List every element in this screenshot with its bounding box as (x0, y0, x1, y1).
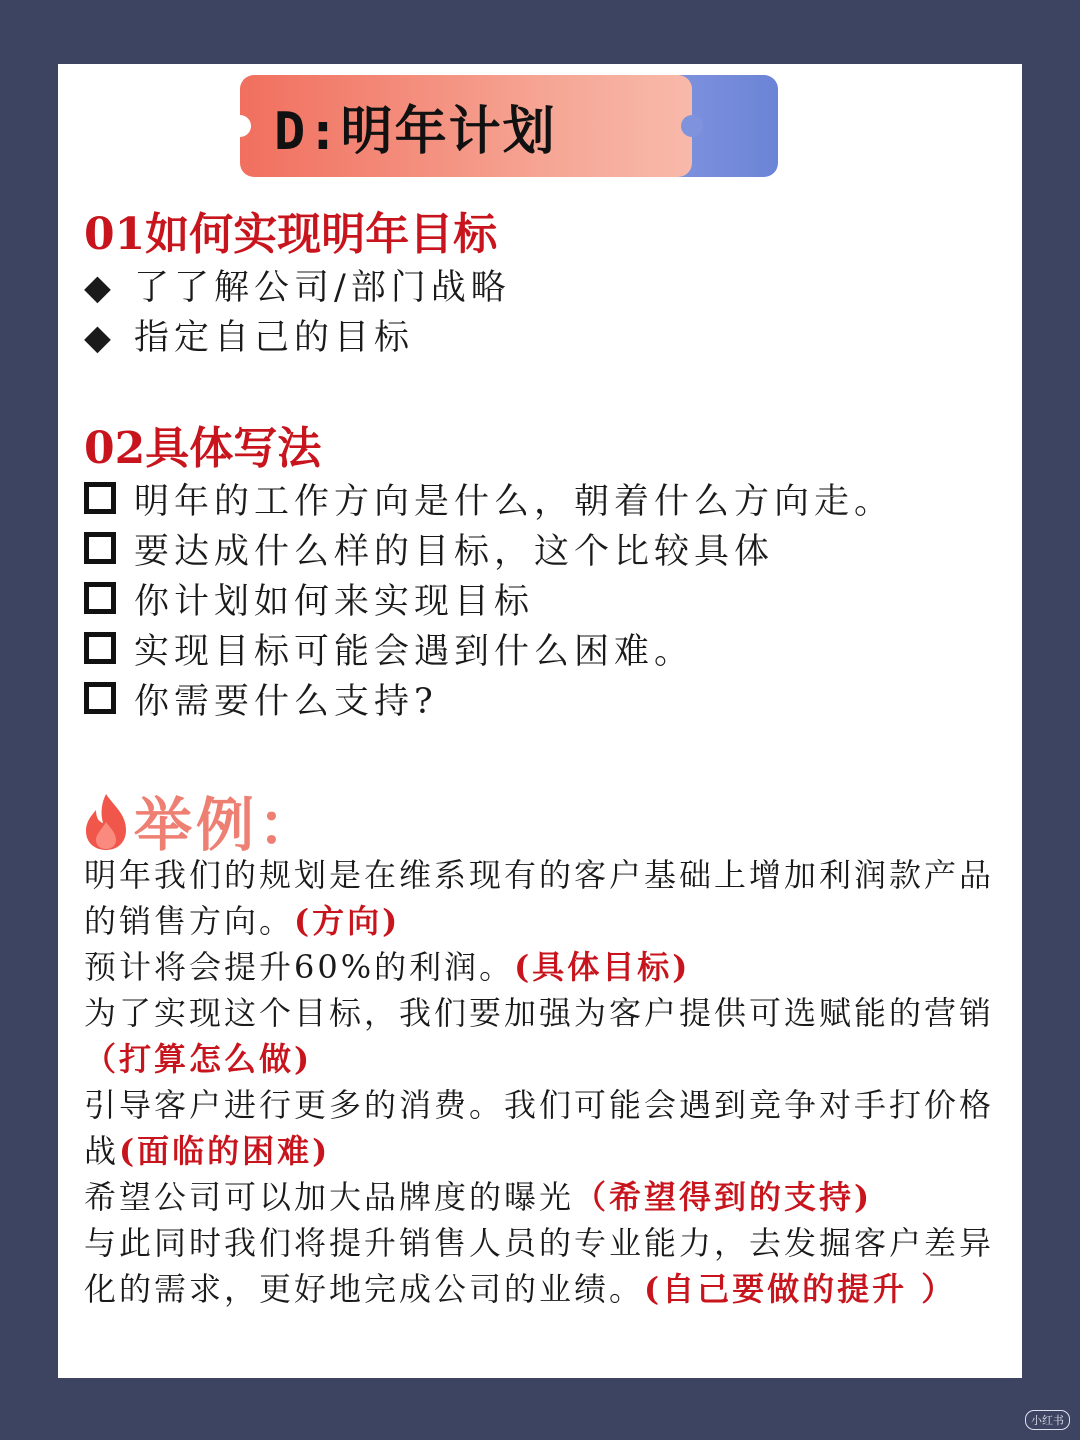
example-paragraph: 为了实现这个目标，我们要加强为客户提供可选赋能的营销（打算怎么做) (84, 994, 995, 1078)
section1-item: ◆ 了了解公司/部门战略 (84, 268, 511, 308)
section2-item: 要达成什么样的目标，这个比较具体 (84, 524, 774, 574)
checkbox-icon (84, 632, 116, 664)
ticket-notch-right (681, 115, 703, 137)
section2-item: 你需要什么支持? (84, 674, 438, 724)
banner-ticket (240, 75, 692, 177)
example-paragraph: 预计将会提升60%的利润。(具体目标) (84, 948, 691, 986)
example-paragraph: 与此同时我们将提升销售人员的专业能力，去发掘客户差异化的需求，更好地完成公司的业绩。(自己要做的提升 ） (84, 1224, 995, 1308)
page-title: D:明年计划 (274, 102, 557, 162)
annotation-tag: (自己要做的提升 ） (644, 1270, 957, 1308)
section2-item: 你计划如何来实现目标 (84, 574, 534, 624)
content-card (58, 64, 1022, 1378)
section2-heading: 02具体写法 (84, 423, 322, 474)
section1-item: ◆ 指定自己的目标 (84, 318, 415, 358)
example-paragraph: 明年我们的规划是在维系现有的客户基础上增加利润款产品的销售方向。(方向) (84, 856, 995, 940)
annotation-tag: (具体目标) (514, 948, 691, 986)
example-paragraph: 希望公司可以加大品牌度的曝光（希望得到的支持) (84, 1178, 873, 1216)
diamond-bullet-icon: ◆ (84, 318, 116, 358)
checkbox-icon (84, 482, 116, 514)
checkbox-icon (84, 532, 116, 564)
annotation-tag: （打算怎么做) (84, 1040, 313, 1078)
checkbox-icon (84, 682, 116, 714)
section2-item: 实现目标可能会遇到什么困难。 (84, 624, 694, 674)
annotation-tag: (面临的困难) (119, 1132, 331, 1170)
annotation-tag: (方向) (294, 902, 401, 940)
diamond-bullet-icon: ◆ (84, 268, 116, 308)
fire-icon (84, 792, 128, 852)
ticket-notch-left (229, 115, 251, 137)
checkbox-icon (84, 582, 116, 614)
section2-item: 明年的工作方向是什么，朝着什么方向走。 (84, 474, 894, 524)
example-title: 举例： (134, 791, 321, 859)
watermark-logo: 小红书 (1025, 1410, 1070, 1430)
annotation-tag: （希望得到的支持) (574, 1178, 873, 1216)
example-paragraph: 引导客户进行更多的消费。我们可能会遇到竞争对手打价格战(面临的困难) (84, 1086, 995, 1170)
section1-heading: 01如何实现明年目标 (84, 209, 498, 260)
